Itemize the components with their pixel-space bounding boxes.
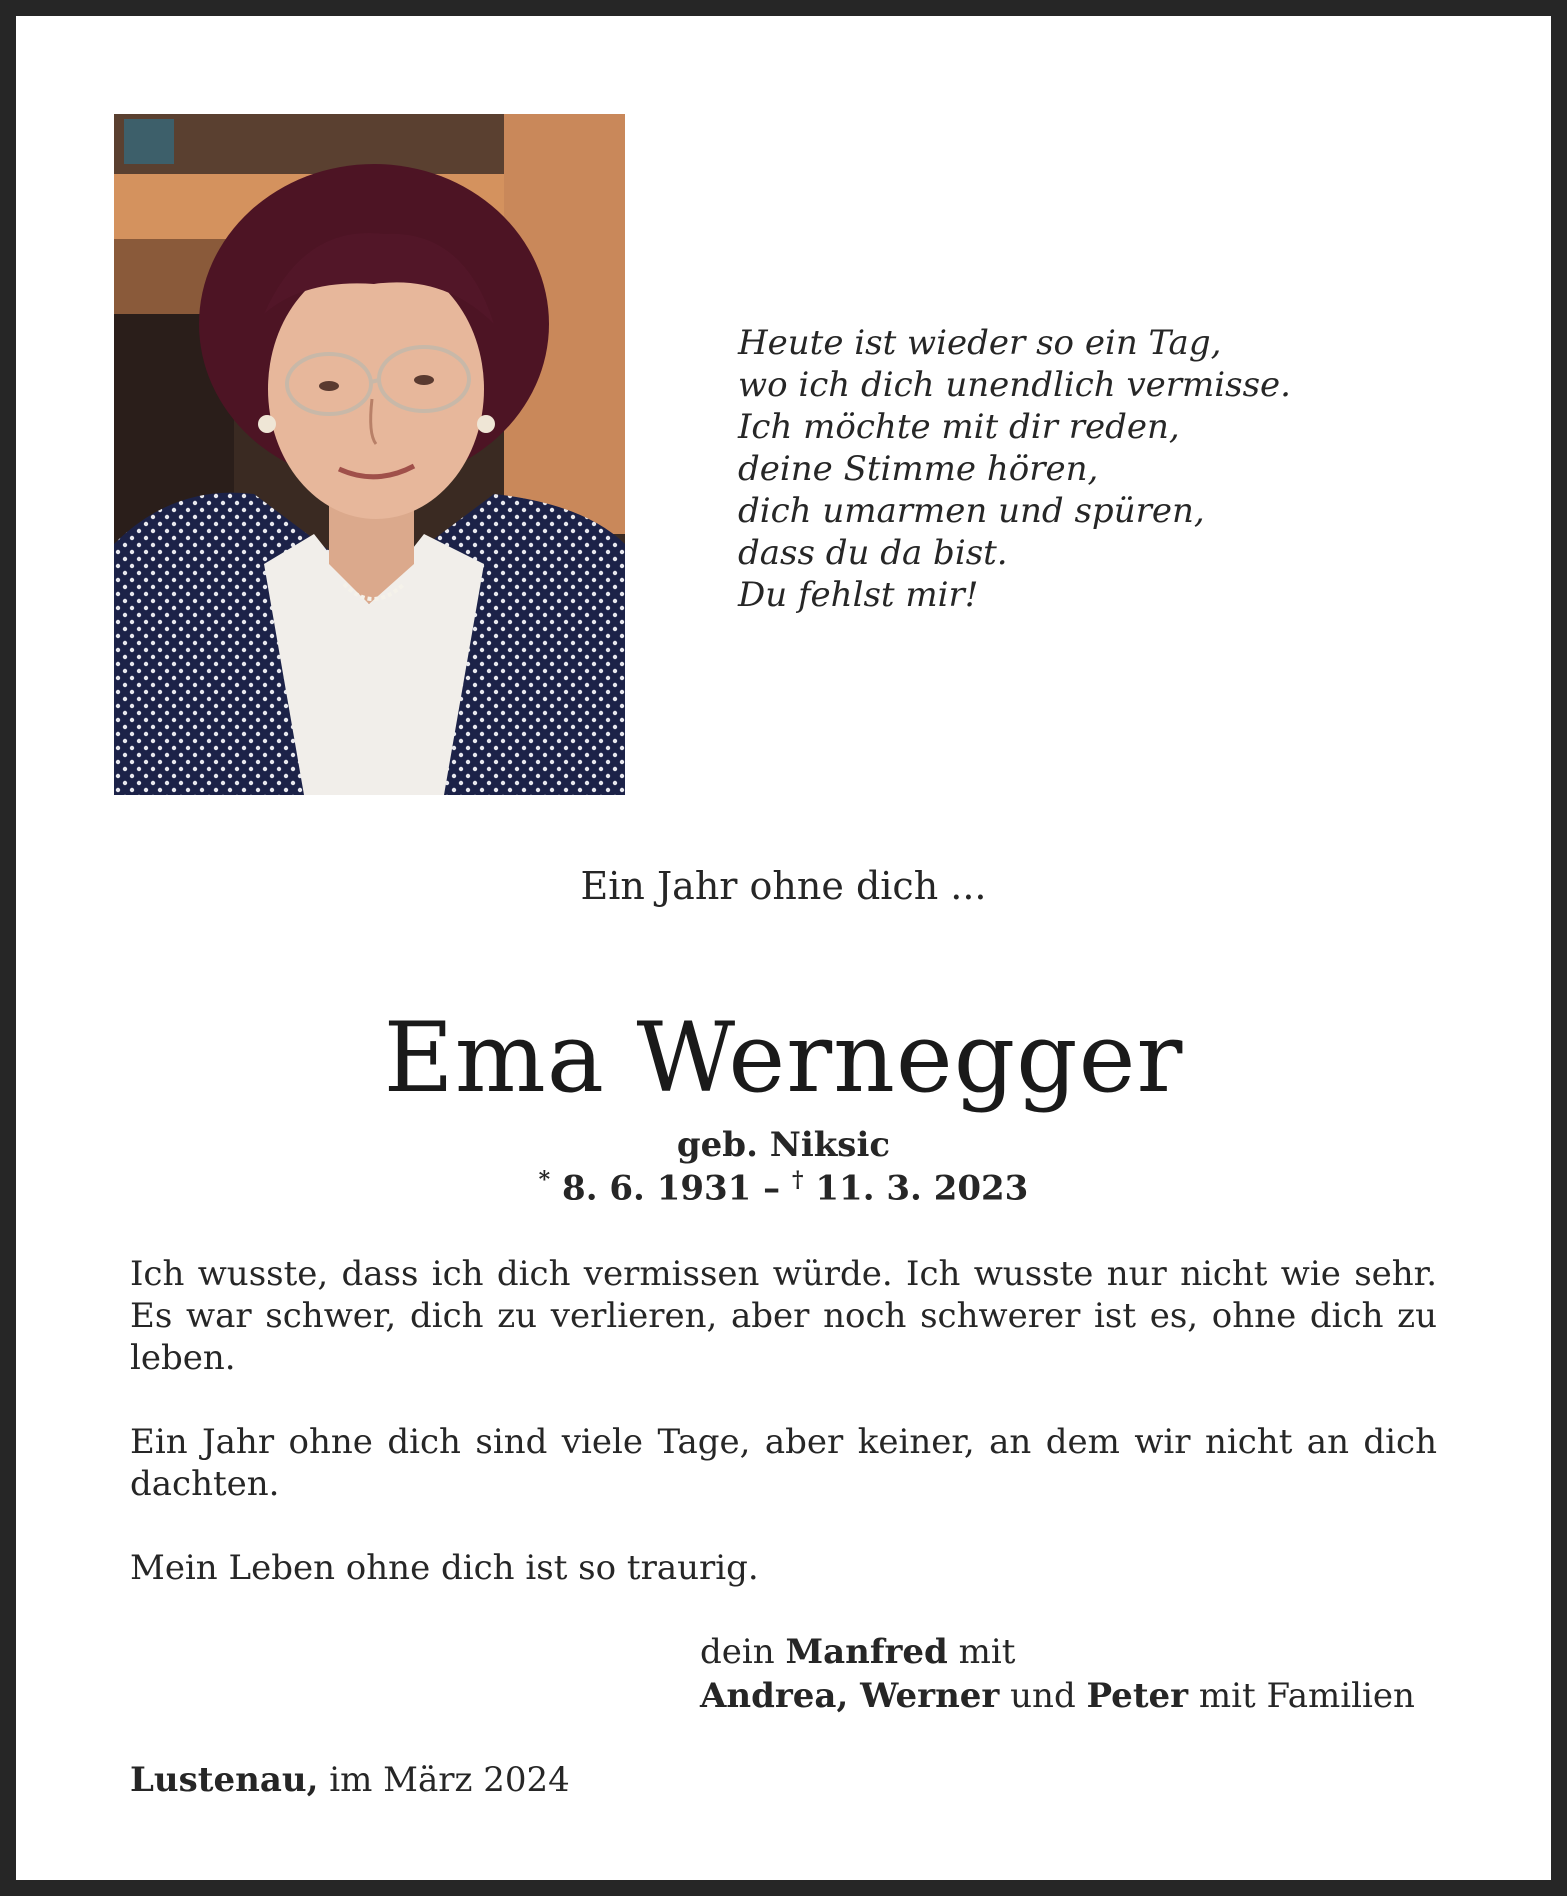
paragraph: Ich wusste, dass ich dich vermissen würde. Ich wusste nur nicht wie sehr. Es war schwer, dich zu verlieren, aber noch schwerer ist es, ohne dich zu leben. <box>130 1254 1437 1378</box>
poem-line: deine Stimme hören, <box>738 449 1099 489</box>
place-month: im März 2024 <box>329 1760 570 1800</box>
signature-suffix: mit <box>958 1632 1016 1672</box>
poem-line: dass du da bist. <box>738 533 1008 573</box>
signature <box>700 1630 1415 1718</box>
intro-line <box>0 864 1567 908</box>
memorial-text <box>130 1253 1437 1631</box>
poem-line: dich umarmen und spüren, <box>738 491 1205 531</box>
signature-name-peter: Peter <box>1086 1676 1189 1716</box>
life-dates <box>0 1167 1567 1208</box>
born-symbol: * <box>538 1167 551 1193</box>
signature-name-manfred: Manfred <box>785 1632 948 1672</box>
paragraph: Ein Jahr ohne dich sind viele Tage, aber keiner, an dem wir nicht an dich dachten. <box>130 1422 1437 1504</box>
deceased-name: Ema Wernegger <box>383 1002 1184 1114</box>
signature-families: mit Familien <box>1198 1676 1415 1716</box>
born-date: 8. 6. 1931 <box>562 1168 752 1209</box>
intro-text: Ein Jahr ohne dich ... <box>580 864 987 908</box>
birth-name: geb. Niksic <box>676 1125 891 1165</box>
died-date: 11. 3. 2023 <box>815 1168 1029 1209</box>
paragraph: Mein Leben ohne dich ist so traurig. <box>130 1548 759 1588</box>
poem <box>738 322 1338 616</box>
portrait-photo <box>114 114 625 795</box>
died-symbol: † <box>792 1167 804 1193</box>
poem-line: Du fehlst mir! <box>738 575 979 615</box>
date-separator: – <box>763 1168 781 1209</box>
signature-line-1 <box>700 1630 1415 1674</box>
place-city: Lustenau, <box>130 1760 319 1800</box>
poem-line: Heute ist wieder so ein Tag, <box>738 323 1222 363</box>
place-date <box>130 1760 570 1800</box>
poem-line: wo ich dich unendlich vermisse. <box>738 365 1291 405</box>
portrait-illustration <box>114 114 625 795</box>
signature-and: und <box>1010 1676 1076 1716</box>
signature-prefix: dein <box>700 1632 775 1672</box>
signature-line-2 <box>700 1674 1415 1718</box>
signature-names-andrea-werner: Andrea, Werner <box>700 1676 1000 1716</box>
poem-line: Ich möchte mit dir reden, <box>738 407 1180 447</box>
